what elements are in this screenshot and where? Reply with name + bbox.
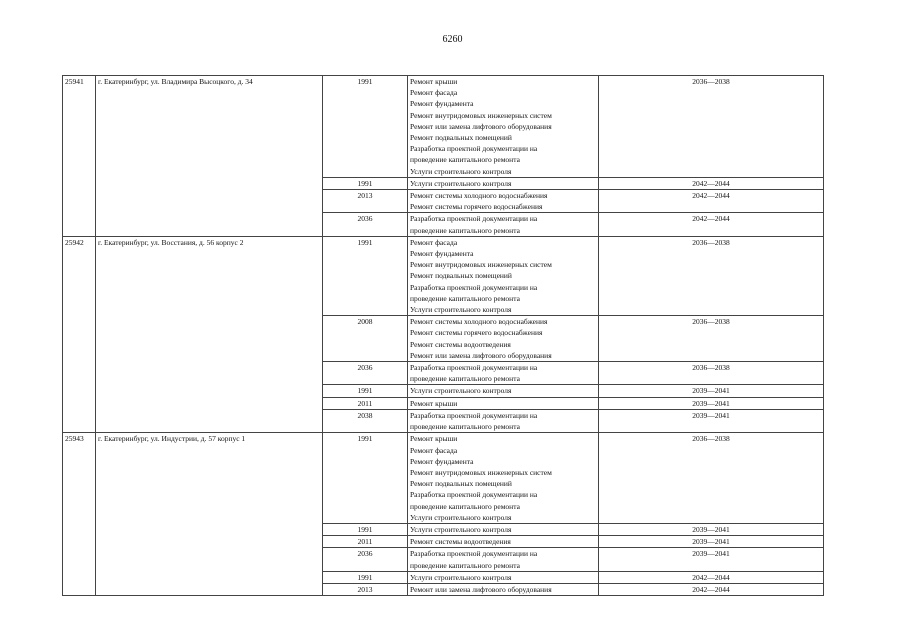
repair-works [408, 190, 599, 213]
repair-work-item: проведение капитального ремонта [410, 293, 520, 303]
repair-works [408, 536, 599, 548]
commission-year: 2036 [323, 213, 408, 236]
planned-period: 2039—2041 [599, 523, 824, 535]
commission-year: 2008 [323, 316, 408, 362]
capital-repair-table [62, 75, 824, 596]
planned-period: 2042—2044 [599, 583, 824, 595]
repair-work-item: Ремонт или замена лифтового оборудования [410, 121, 552, 131]
repair-work-item: Услуги строительного контроля [410, 178, 512, 188]
repair-work-item: Ремонт фасада [410, 88, 458, 98]
repair-works [408, 523, 599, 535]
repair-work-item: Ремонт крыши [410, 77, 458, 86]
repair-works [408, 571, 599, 583]
page-number: 6260 [442, 34, 463, 45]
repair-work-item: Ремонт внутридомовых инженерных систем [410, 260, 552, 270]
building-address: г. Екатеринбург, ул. Владимира Высоцкого, д. 34 [96, 76, 323, 237]
repair-work-item: Услуги строительного контроля [410, 305, 512, 315]
repair-works [408, 177, 599, 189]
planned-period: 2036—2038 [599, 316, 824, 362]
building-id: 25943 [63, 433, 96, 596]
planned-period: 2036—2038 [599, 76, 824, 178]
repair-work-item: Ремонт или замена лифтового оборудования [410, 584, 552, 594]
repair-work-item: проведение капитального ремонта [410, 501, 520, 511]
repair-work-item: Ремонт подвальных помещений [410, 133, 512, 143]
repair-work-item: проведение капитального ремонта [410, 560, 520, 570]
repair-work-item: Ремонт внутридомовых инженерных систем [410, 467, 552, 477]
repair-works [408, 397, 599, 409]
table-row [63, 236, 824, 315]
repair-work-item: Ремонт системы водоотведения [410, 537, 511, 547]
commission-year: 2011 [323, 397, 408, 409]
repair-work-item: Разработка проектной документации на [410, 490, 538, 500]
repair-work-item: Ремонт фасада [410, 445, 458, 455]
repair-work-item: Услуги строительного контроля [410, 386, 512, 396]
repair-work-item: Услуги строительного контроля [410, 166, 512, 176]
planned-period: 2039—2041 [599, 536, 824, 548]
repair-works [408, 433, 599, 524]
building-address: г. Екатеринбург, ул. Индустрии, д. 57 корпус 1 [96, 433, 323, 596]
building-id: 25942 [63, 236, 96, 432]
planned-period: 2039—2041 [599, 385, 824, 397]
repair-work-item: Ремонт системы горячего водоснабжения [410, 328, 543, 338]
repair-work-item: Ремонт внутридомовых инженерных систем [410, 110, 552, 120]
planned-period: 2039—2041 [599, 409, 824, 432]
repair-work-item: Разработка проектной документации на [410, 144, 538, 154]
repair-work-item: Ремонт подвальных помещений [410, 479, 512, 489]
planned-period: 2042—2044 [599, 571, 824, 583]
repair-works [408, 213, 599, 236]
repair-work-item: Ремонт крыши [410, 398, 458, 408]
planned-period: 2042—2044 [599, 177, 824, 189]
commission-year: 2013 [323, 583, 408, 595]
repair-work-item: Разработка проектной документации на [410, 282, 538, 292]
repair-work-item: Ремонт системы водоотведения [410, 339, 511, 349]
building-id: 25941 [63, 76, 96, 237]
commission-year: 1991 [323, 433, 408, 524]
repair-work-item: проведение капитального ремонта [410, 155, 520, 165]
repair-works [408, 76, 599, 178]
table-row [63, 433, 824, 524]
repair-work-item: Разработка проектной документации на [410, 214, 538, 224]
repair-work-item: Ремонт фасада [410, 237, 458, 247]
commission-year: 2038 [323, 409, 408, 432]
repair-work-item: Ремонт фундамента [410, 249, 474, 259]
commission-year: 1991 [323, 76, 408, 178]
planned-period: 2039—2041 [599, 397, 824, 409]
repair-work-item: Ремонт фундамента [410, 456, 474, 466]
repair-works [408, 362, 599, 385]
planned-period: 2039—2041 [599, 548, 824, 571]
commission-year: 1991 [323, 385, 408, 397]
commission-year: 1991 [323, 236, 408, 315]
table-body [63, 76, 824, 596]
repair-works [408, 548, 599, 571]
building-address: г. Екатеринбург, ул. Восстания, д. 56 корпус 2 [96, 236, 323, 432]
repair-works [408, 409, 599, 432]
repair-work-item: Ремонт подвальных помещений [410, 271, 512, 281]
repair-work-item: Разработка проектной документации на [410, 410, 538, 420]
planned-period: 2036—2038 [599, 362, 824, 385]
repair-work-item: проведение капитального ремонта [410, 225, 520, 235]
repair-work-item: Услуги строительного контроля [410, 512, 512, 522]
repair-work-item: Ремонт системы холодного водоснабжения [410, 317, 548, 327]
commission-year: 1991 [323, 177, 408, 189]
commission-year: 2036 [323, 548, 408, 571]
planned-period: 2036—2038 [599, 433, 824, 524]
commission-year: 2013 [323, 190, 408, 213]
repair-work-item: Ремонт системы холодного водоснабжения [410, 191, 548, 201]
repair-works [408, 236, 599, 315]
commission-year: 1991 [323, 523, 408, 535]
repair-work-item: Услуги строительного контроля [410, 524, 512, 534]
repair-work-item: проведение капитального ремонта [410, 422, 520, 432]
repair-work-item: проведение капитального ремонта [410, 374, 520, 384]
repair-work-item: Разработка проектной документации на [410, 363, 538, 373]
repair-works [408, 316, 599, 362]
repair-work-item: Ремонт или замена лифтового оборудования [410, 350, 552, 360]
repair-work-item: Разработка проектной документации на [410, 549, 538, 559]
repair-works [408, 385, 599, 397]
repair-work-item: Ремонт крыши [410, 434, 458, 444]
commission-year: 1991 [323, 571, 408, 583]
repair-work-item: Услуги строительного контроля [410, 572, 512, 582]
planned-period: 2042—2044 [599, 190, 824, 213]
planned-period: 2042—2044 [599, 213, 824, 236]
repair-works [408, 583, 599, 595]
table-row [63, 76, 824, 178]
commission-year: 2036 [323, 362, 408, 385]
repair-work-item: Ремонт фундамента [410, 99, 474, 109]
commission-year: 2011 [323, 536, 408, 548]
planned-period: 2036—2038 [599, 236, 824, 315]
repair-work-item: Ремонт системы горячего водоснабжения [410, 202, 543, 212]
